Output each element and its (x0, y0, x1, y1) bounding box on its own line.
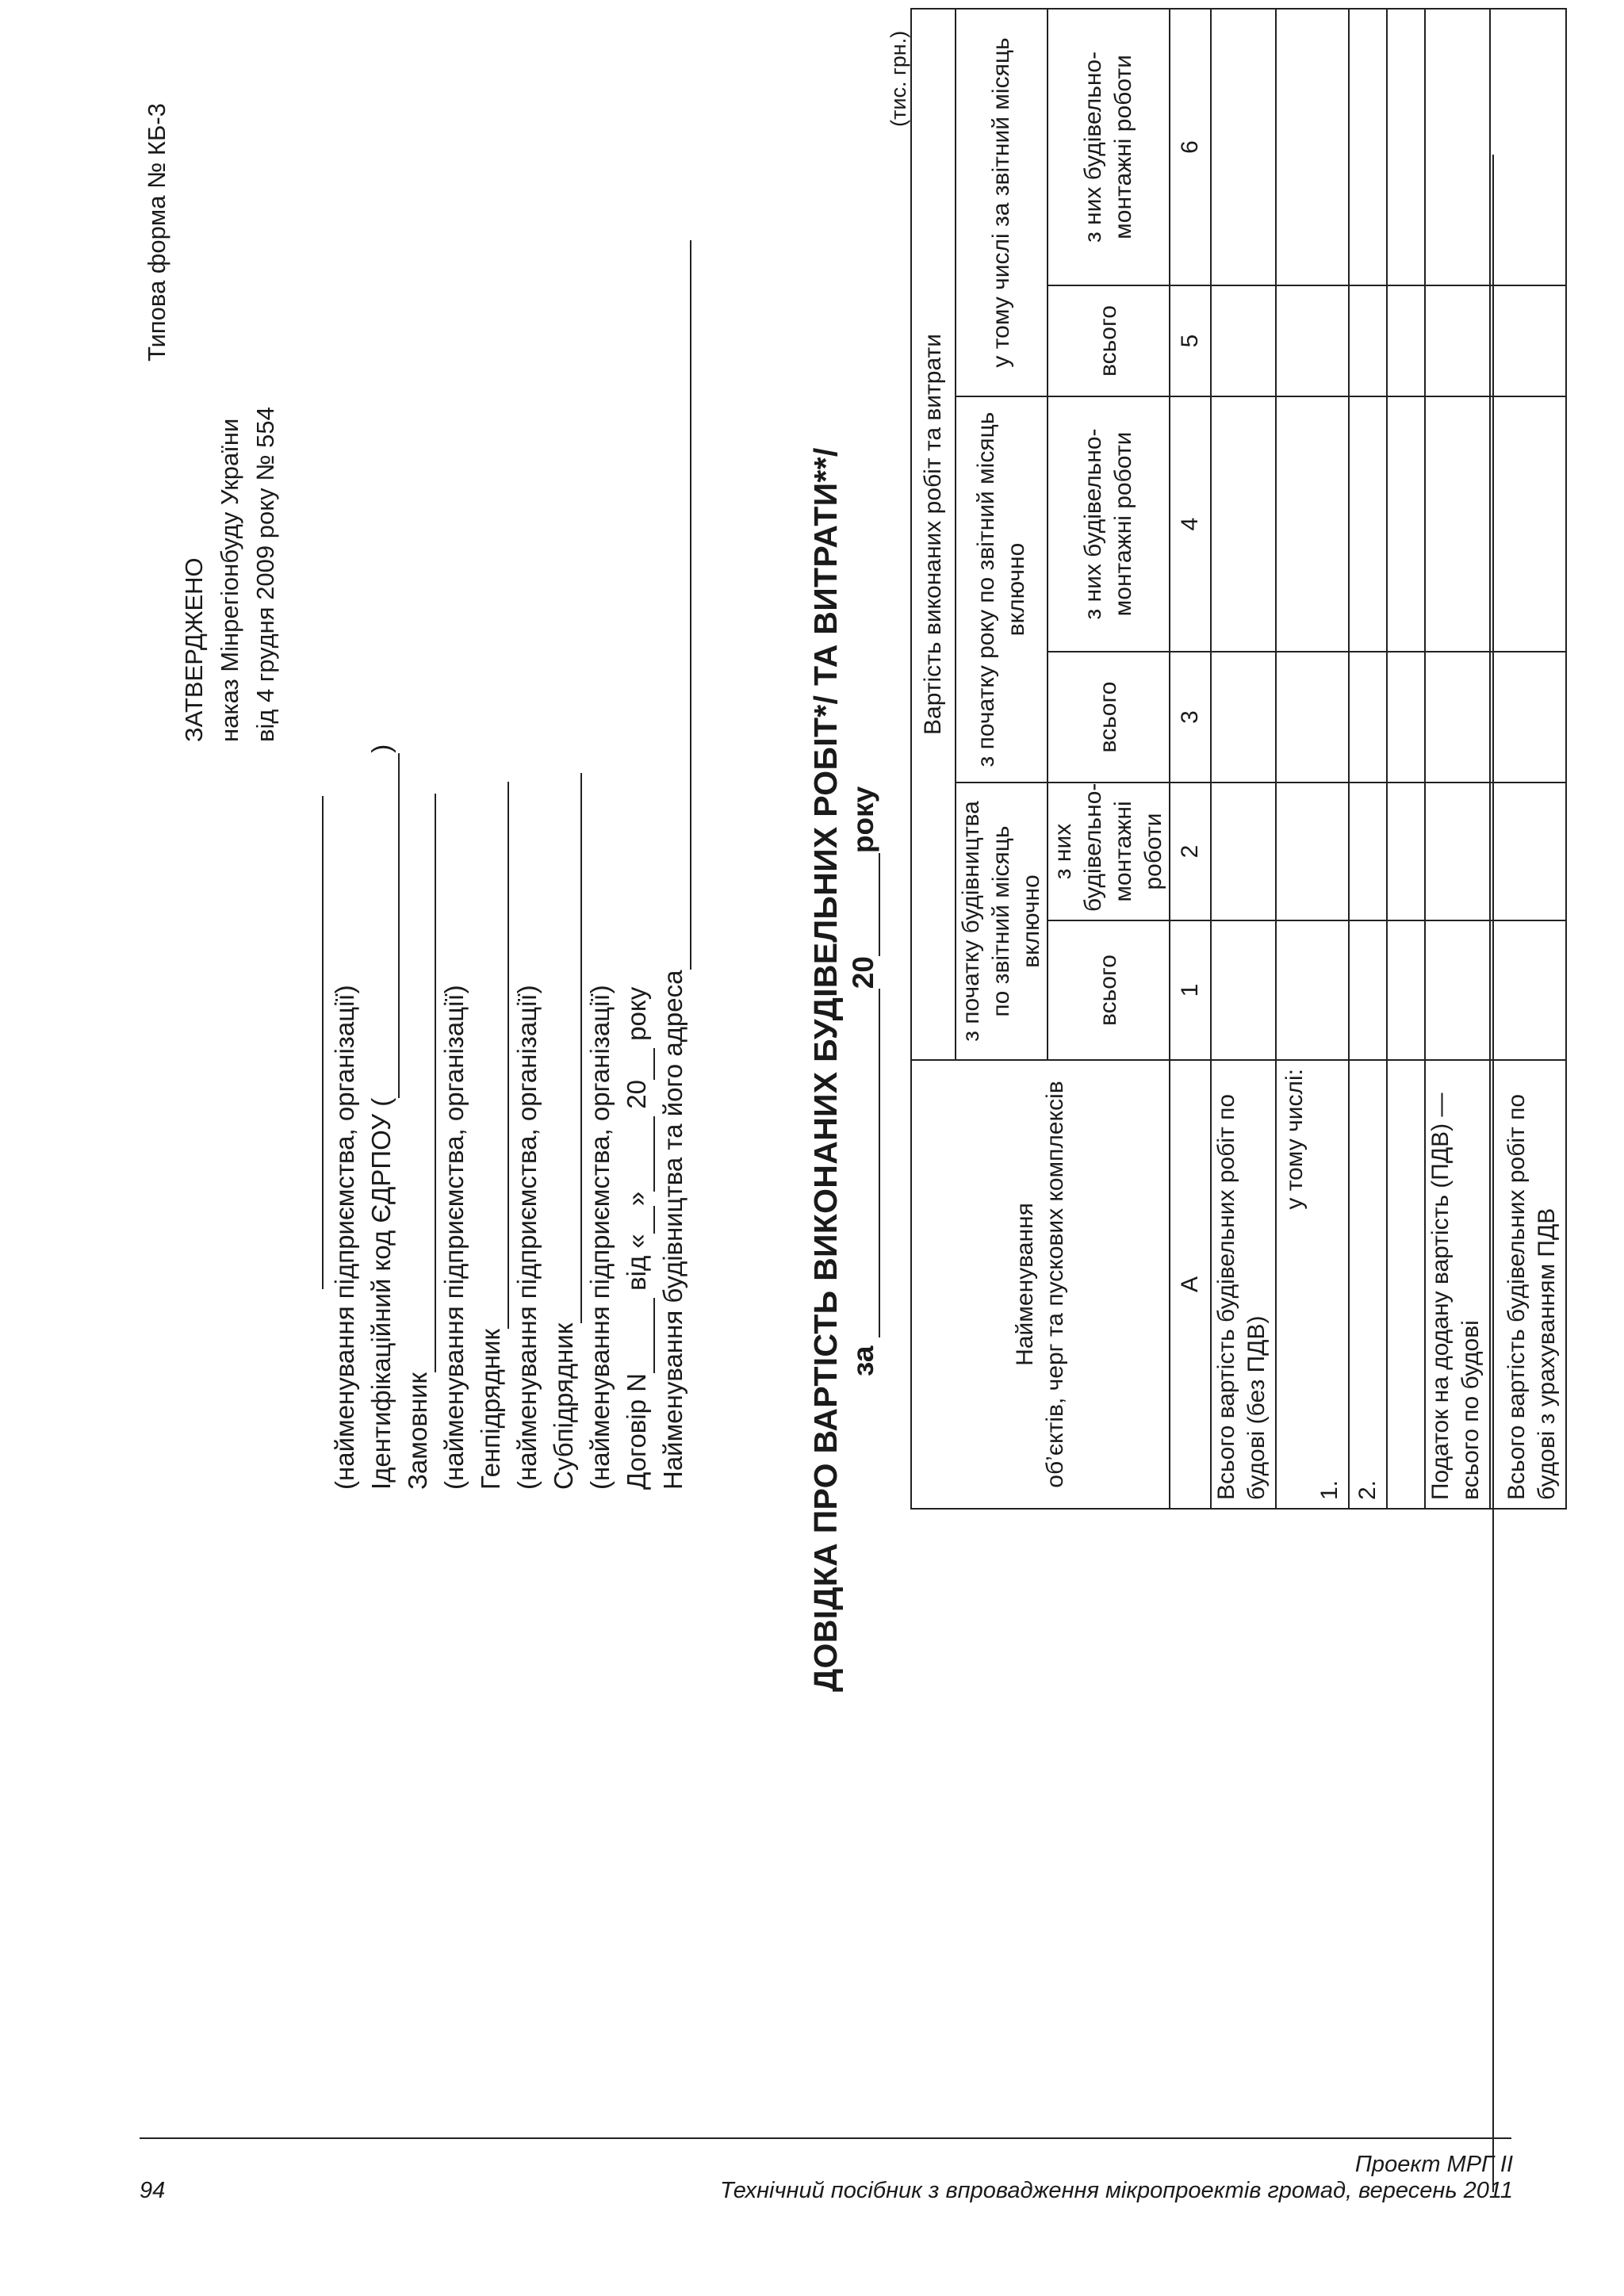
cell[interactable] (1387, 920, 1425, 1060)
general-contractor-blank-start[interactable] (481, 1319, 509, 1329)
table-row (1387, 9, 1425, 1509)
contract-from: від « (622, 1234, 651, 1291)
col-label-3: 3 (1170, 652, 1211, 783)
cell[interactable] (1490, 920, 1566, 1060)
table-row (1276, 9, 1349, 1509)
edrpou-row (363, 241, 400, 1490)
cell[interactable] (1490, 9, 1566, 285)
table-row (1425, 9, 1490, 1509)
general-contractor-label: Генпідрядник (476, 1329, 505, 1490)
table-row (1211, 9, 1276, 1509)
cell[interactable] (1425, 920, 1490, 1060)
report-table (910, 8, 1567, 1510)
period-za: за (847, 1345, 879, 1376)
col-label-6: 6 (1170, 9, 1211, 285)
contract-quote: » (622, 1191, 651, 1207)
header-reporting-month: у тому числі за звітний місяць (956, 9, 1048, 396)
general-contractor-blank[interactable] (481, 782, 509, 1319)
construction-label: Найменування будівництва та його адреса (658, 970, 688, 1490)
cell[interactable] (1211, 652, 1276, 783)
footer-divider (140, 2137, 1511, 2139)
org-name-line (322, 796, 324, 1289)
cell[interactable] (1211, 9, 1276, 285)
cell[interactable] (1349, 783, 1387, 920)
header-from-start-construction: з початку будівництва по звітний місяць включно (956, 783, 1048, 1060)
subcontractor-caption: (найменування підприємства, організації) (585, 985, 615, 1490)
approval-block (176, 407, 283, 742)
cell[interactable] (1490, 652, 1566, 783)
header-from-start-year: з початку року по звітний місяць включно (956, 396, 1048, 783)
period-blank[interactable] (848, 989, 880, 1337)
cell[interactable] (1276, 920, 1349, 1060)
cell[interactable] (1349, 920, 1387, 1060)
cell[interactable] (1387, 783, 1425, 920)
cell[interactable] (1490, 396, 1566, 652)
footer-manual: Технічний посібник з впровадження мікропроектів громад, вересень 2011 (719, 2178, 1513, 2203)
contract-year-suffix: року (622, 986, 651, 1041)
cell[interactable] (1276, 285, 1349, 396)
cell[interactable] (1387, 285, 1425, 396)
contract-year-blank[interactable] (626, 1048, 655, 1080)
cell[interactable] (1211, 783, 1276, 920)
col-label-a: А (1170, 1060, 1211, 1509)
cell[interactable] (1276, 783, 1349, 920)
cell[interactable] (1425, 652, 1490, 783)
row-including-label: у тому числі: (1281, 1069, 1308, 1210)
footer-rule (1492, 155, 1494, 2192)
header-fields (327, 241, 691, 1490)
col-label-1: 1 (1170, 920, 1211, 1060)
cell[interactable] (1387, 396, 1425, 652)
header-construction-1: з них будівельно-монтажні роботи (1048, 783, 1170, 920)
row-vat-label: Податок на додану вартість (ПДВ) — всього по будові (1425, 1060, 1490, 1509)
approval-line-1: ЗАТВЕРДЖЕНО (180, 557, 208, 742)
contract-year-prefix: 20 (622, 1079, 651, 1109)
cell[interactable] (1387, 9, 1425, 285)
cell[interactable] (1276, 652, 1349, 783)
header-total-5: всього (1048, 285, 1170, 396)
col-label-4: 4 (1170, 396, 1211, 652)
page-number: 94 (140, 2178, 166, 2203)
col-a-header-2: об’єктів, черг та пускових комплексів (1042, 1081, 1068, 1488)
cell[interactable] (1276, 9, 1349, 285)
general-contractor-caption: (найменування підприємства, організації) (512, 985, 542, 1490)
cell[interactable] (1211, 920, 1276, 1060)
approval-line-3: від 4 грудня 2009 року № 554 (251, 407, 279, 742)
customer-caption: (найменування підприємства, організації) (439, 985, 469, 1490)
cell[interactable] (1349, 396, 1387, 652)
subcontractor-blank-start[interactable] (553, 1312, 582, 1323)
edrpou-label: Ідентифікаційний код ЄДРПОУ ( (366, 1097, 396, 1490)
group-header: Вартість виконаних робіт та витрати (911, 9, 956, 1060)
cell[interactable] (1211, 285, 1276, 396)
period-year-suffix: року (847, 786, 879, 854)
contract-day-blank[interactable] (626, 1206, 655, 1234)
contract-row (619, 241, 655, 1490)
col-a-header (911, 1060, 1170, 1509)
document-title: ДОВІДКА ПРО ВАРТІСТЬ ВИКОНАНИХ БУДІВЕЛЬНИХ РОБІТ*/ ТА ВИТРАТИ**/ (807, 447, 844, 1692)
subcontractor-blank[interactable] (553, 773, 582, 1312)
edrpou-close: ) (366, 744, 396, 753)
contract-month-blank[interactable] (626, 1116, 655, 1192)
cell[interactable] (1425, 285, 1490, 396)
cell[interactable] (1425, 9, 1490, 285)
cell[interactable] (1349, 652, 1387, 783)
construction-row (655, 241, 691, 1490)
cell[interactable] (1490, 783, 1566, 920)
row-total-label: Всього вартість будівельних робіт по будові (без ПДВ) (1211, 1060, 1276, 1509)
cell[interactable] (1387, 652, 1425, 783)
col-label-2: 2 (1170, 783, 1211, 920)
row-item-1-label: 1. (1316, 1479, 1342, 1500)
footer-block (720, 2152, 1513, 2204)
row-total-with-vat-label: Всього вартість будівельних робіт по будові з урахуванням ПДВ (1490, 1060, 1566, 1509)
contract-label: Договір N (622, 1373, 651, 1490)
org-caption: (найменування підприємства, організації) (330, 985, 359, 1490)
form-number: Типова форма № КБ-3 (143, 103, 170, 362)
approval-line-2: наказ Мінрегіонбуду України (216, 418, 243, 742)
col-a-header-1: Найменування (1012, 1203, 1038, 1366)
row-including (1276, 1060, 1349, 1509)
header-construction-6: з них будівельно-монтажні роботи (1048, 9, 1170, 285)
subcontractor-label: Субпідрядник (549, 1322, 578, 1490)
construction-blank[interactable] (663, 923, 691, 970)
units-label: (тис. грн.) (887, 30, 910, 127)
period-year-blank[interactable] (848, 853, 880, 956)
customer-blank-ext[interactable] (408, 794, 436, 1047)
contract-number-blank[interactable] (626, 1298, 655, 1373)
col-label-5: 5 (1170, 285, 1211, 396)
cell[interactable] (1349, 9, 1387, 285)
row-blank-label (1387, 1060, 1425, 1509)
construction-blank-ext[interactable] (663, 241, 691, 923)
edrpou-blank[interactable] (371, 753, 400, 1098)
period-year-prefix: 20 (847, 956, 879, 989)
customer-blank[interactable] (408, 1047, 436, 1372)
cell[interactable] (1490, 285, 1566, 396)
customer-label: Замовник (403, 1372, 432, 1490)
header-total-3: всього (1048, 652, 1170, 783)
table-row (1490, 9, 1566, 1509)
cell[interactable] (1211, 396, 1276, 652)
row-item-2-label: 2. (1349, 1060, 1387, 1509)
header-total-1: всього (1048, 920, 1170, 1060)
period-row (847, 786, 880, 1376)
general-contractor-row (473, 241, 509, 1490)
cell[interactable] (1425, 396, 1490, 652)
table-row (1349, 9, 1387, 1509)
cell[interactable] (1349, 285, 1387, 396)
header-construction-4: з них будівельно-монтажні роботи (1048, 396, 1170, 652)
subcontractor-row (546, 241, 582, 1490)
cell[interactable] (1276, 396, 1349, 652)
cell[interactable] (1425, 783, 1490, 920)
customer-row (400, 241, 436, 1490)
footer-project: Проект МРГ ІІ (1354, 2152, 1513, 2177)
